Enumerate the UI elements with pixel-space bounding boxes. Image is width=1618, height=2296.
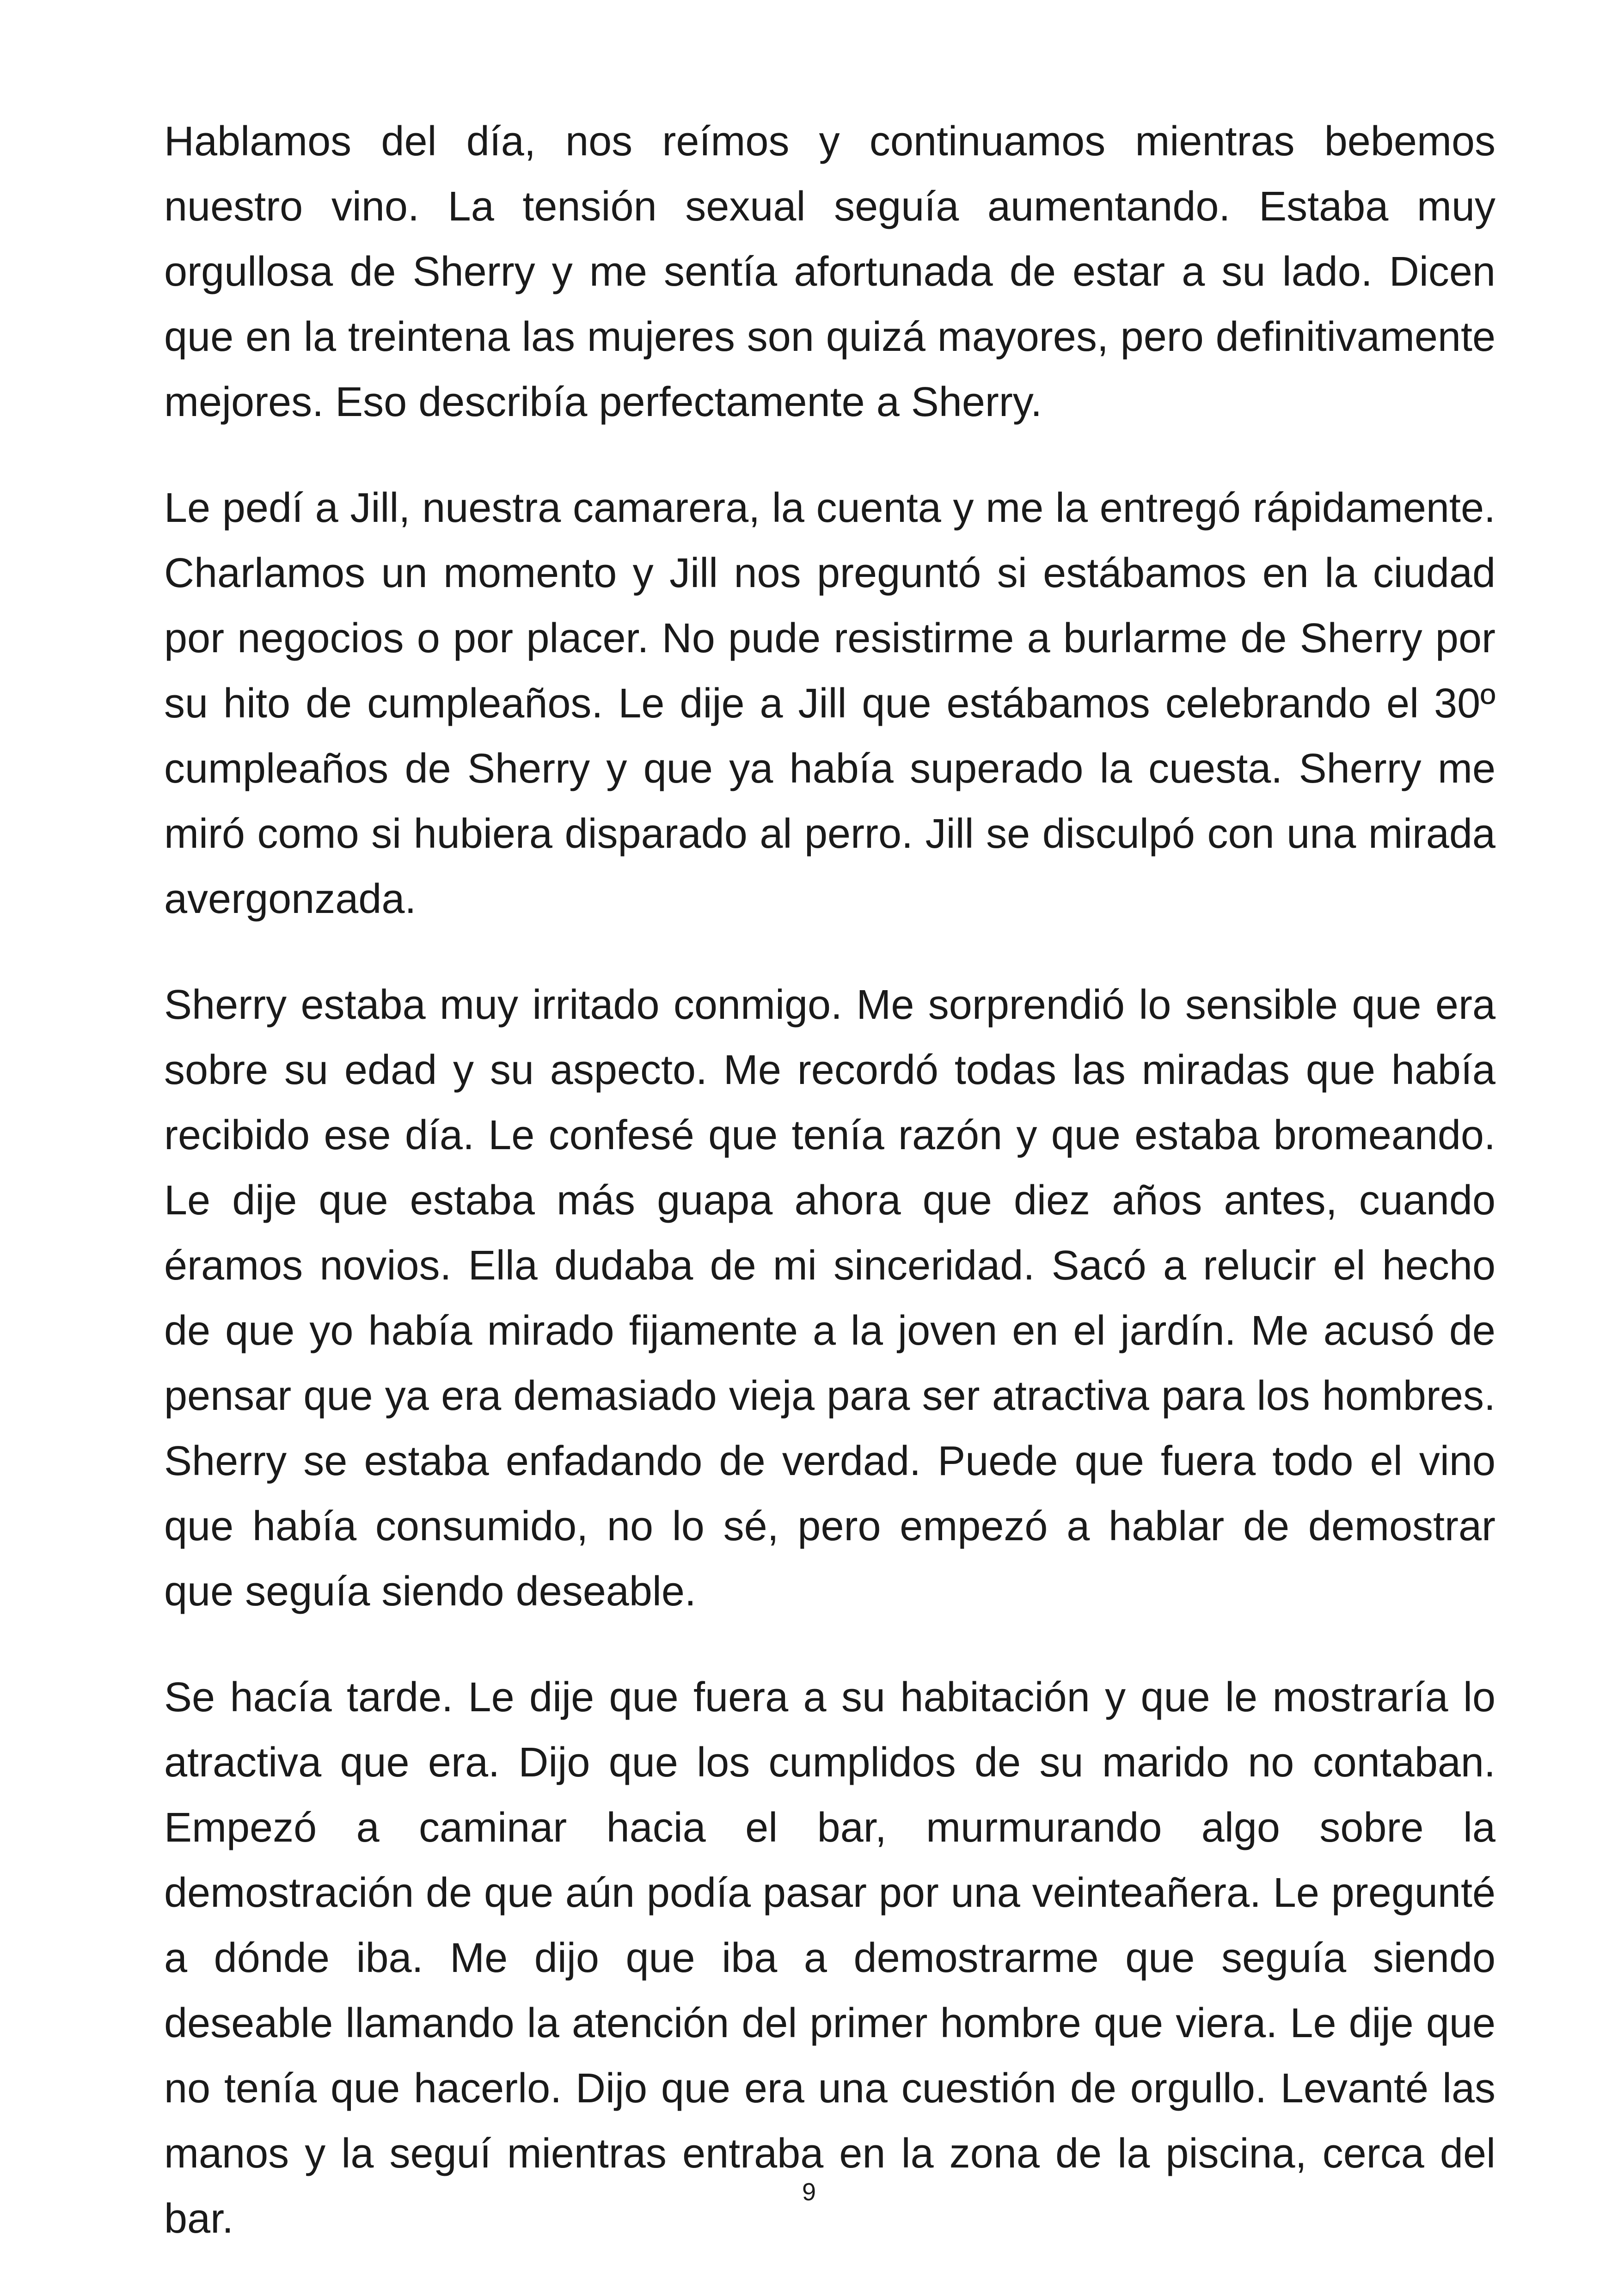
page-number: 9 <box>802 2178 816 2206</box>
paragraph-4: Se hacía tarde. Le dije que fuera a su habitación y que le mostraría lo atractiva que era. Dijo que los cumplidos de su marido no contaban. Empezó a caminar hacia el bar, murmurando algo sobre la demostración de que aún podía pasar por una veinteañera. Le pregunté a dónde iba. Me dijo que iba a demostrarme que seguía siendo deseable llamando la atención del primer hombre que viera. Le dije que no tenía que hacerlo. Dijo que era una cuestión de orgullo. Levanté las manos y la seguí mientras entraba en la zona de la piscina, cerca del bar. <box>164 1674 1495 2242</box>
paragraph-3: Sherry estaba muy irritado conmigo. Me sorprendió lo sensible que era sobre su edad y su aspecto. Me recordó todas las miradas que había recibido ese día. Le confesé que tenía razón y que estaba bromeando. Le dije que estaba más guapa ahora que diez años antes, cuando éramos novios. Ella dudaba de mi sinceridad. Sacó a relucir el hecho de que yo había mirado fijamente a la joven en el jardín. Me acusó de pensar que ya era demasiado vieja para ser atractiva para los hombres. Sherry se estaba enfadando de verdad. Puede que fuera todo el vino que había consumido, no lo sé, pero empezó a hablar de demostrar que seguía siendo deseable. <box>164 982 1495 1615</box>
paragraph-1: Hablamos del día, nos reímos y continuamos mientras bebemos nuestro vino. La tensión sexual seguía aumentando. Estaba muy orgullosa de Sherry y me sentía afortunada de estar a su lado. Dicen que en la treintena las mujeres son quizá mayores, pero definitivamente mejores. Eso describía perfectamente a Sherry. <box>164 118 1495 425</box>
document-body <box>164 109 1495 2252</box>
paragraph-2: Le pedí a Jill, nuestra camarera, la cuenta y me la entregó rápidamente. Charlamos un momento y Jill nos preguntó si estábamos en la ciudad por negocios o por placer. No pude resistirme a burlarme de Sherry por su hito de cumpleaños. Le dije a Jill que estábamos celebrando el 30º cumpleaños de Sherry y que ya había superado la cuesta. Sherry me miró como si hubiera disparado al perro. Jill se disculpó con una mirada avergonzada. <box>164 485 1495 922</box>
